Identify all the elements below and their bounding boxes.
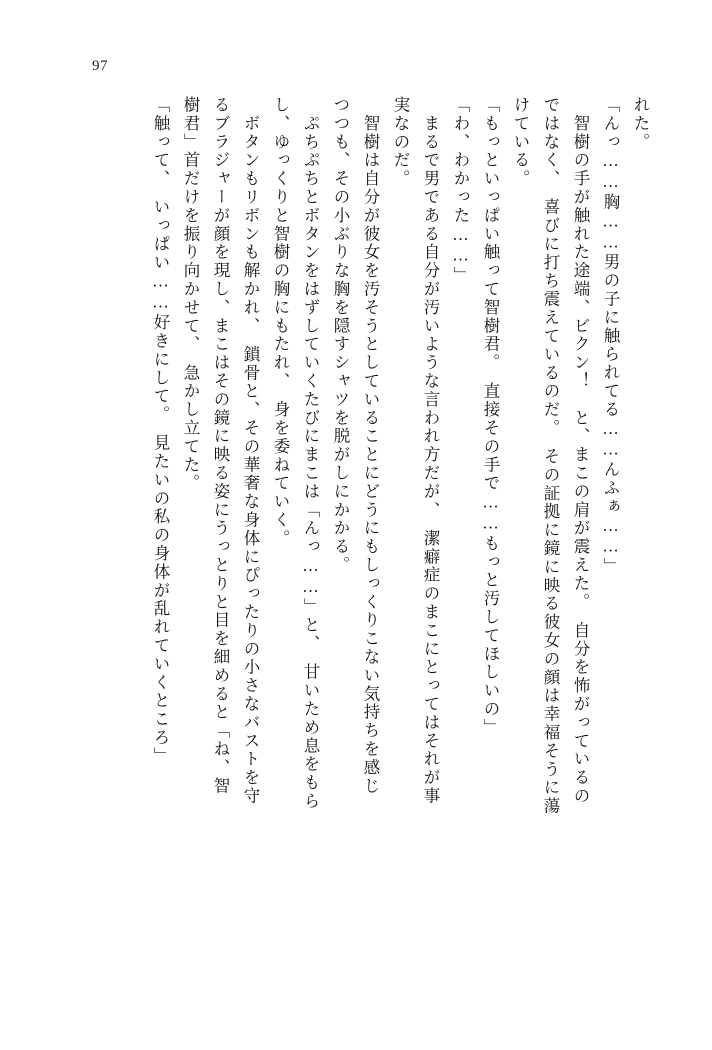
page-number: 97: [92, 58, 108, 74]
text-line: まるで男である自分が汚いような言われ方だが、 潔癖症のまこにとってはそれが事: [421, 96, 440, 806]
text-line: けている。: [511, 96, 530, 188]
text-line: 智樹の手が触れた途端、ビクン！ と、まこの肩が震えた。 自分を怖がっているの: [571, 96, 590, 806]
text-line: 「んっ……胸……男の子に触られてる……んふぁ……」: [601, 96, 620, 576]
text-line: 樹君」首だけを振り向かせて、 急かし立てた。: [181, 96, 200, 493]
text-line: ではなく、 喜びに打ち震えているのだ。 その証拠に鏡に映る彼女の顔は幸福そうに蕩: [541, 96, 560, 816]
text-line: ぷちぷちとボタンをはずしていくたびにまこは「んっ……」と、 甘いため息をもら: [301, 96, 320, 811]
text-line: し、ゆっくりと智樹の胸にもたれ、 身を委ねていく。: [271, 96, 290, 548]
vertical-text-body: [88, 96, 648, 990]
text-line: 「わ、わかった……」: [451, 96, 470, 285]
text-line: 実なのだ。: [391, 96, 410, 188]
text-line: るブラジャーが顔を現し、まこはその鏡に映る姿にうっとりと目を細めると「ね、智: [211, 96, 230, 796]
text-line: 「もっといっぱい触って智樹君。 直接その手で……もっと汚してほしいの」: [481, 96, 500, 737]
text-line: 「触って、 いっぱい……好きにして。 見たいの私の身体が乱れていくところ」: [151, 96, 170, 766]
text-line: つつも、その小ぶりな胸を隠すシャツを脱がしにかかる。: [331, 96, 350, 575]
text-line: 智樹は自分が彼女を汚そうとしていることにどうにもしっくりこない気持ちを感じ: [361, 96, 380, 796]
text-line: ボタンもリボンも解かれ、 鎖骨と、その華奢な身体にぴったりの小さなバストを守: [241, 96, 260, 806]
text-line: れた。: [631, 96, 650, 152]
